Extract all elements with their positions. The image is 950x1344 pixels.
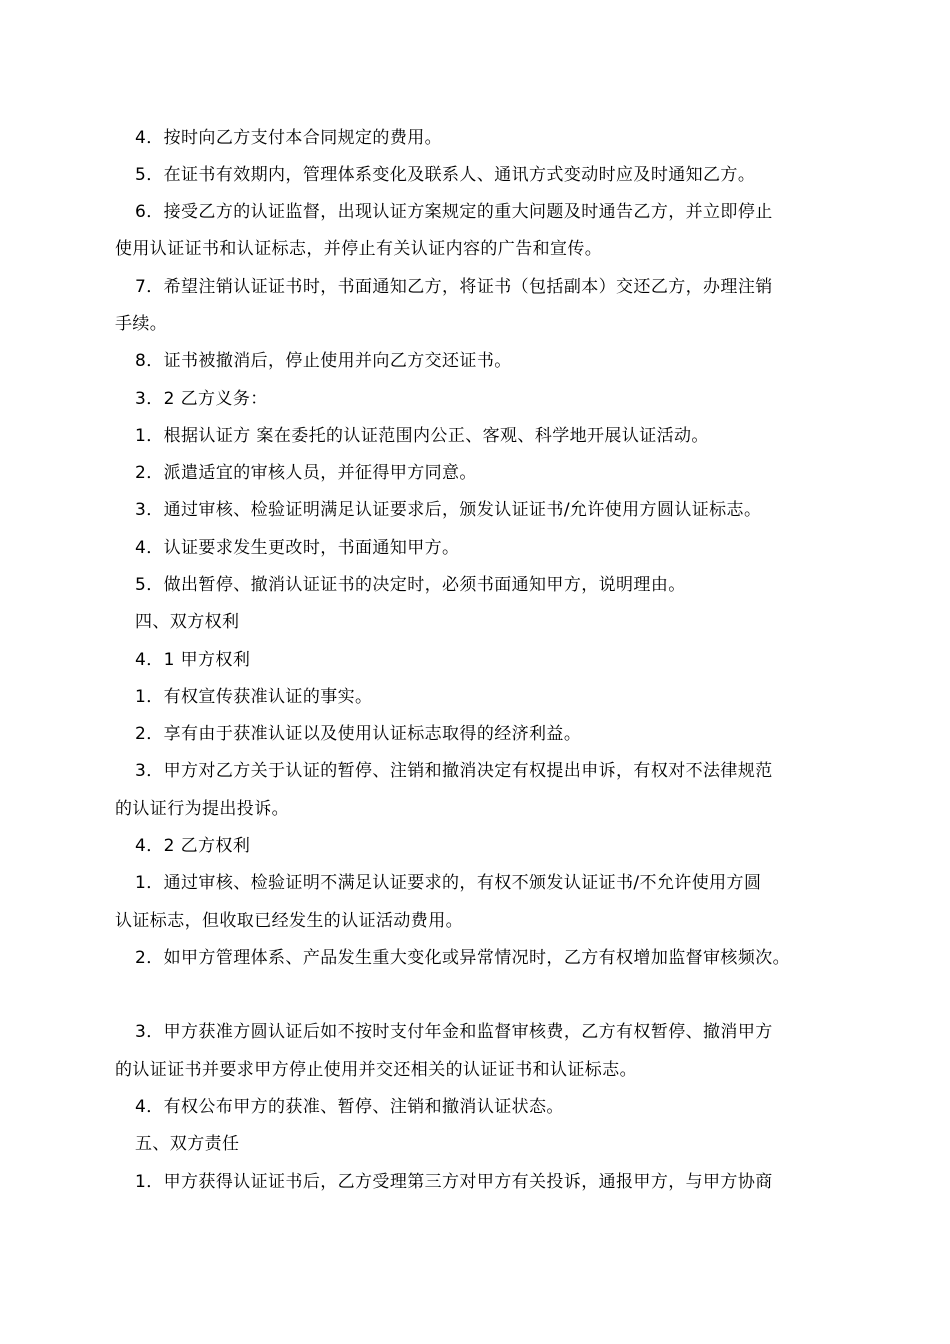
text-line: 8．证书被撤消后，停止使用并向乙方交还证书。 xyxy=(135,351,512,371)
section-heading: 4．1 甲方权利 xyxy=(135,650,251,670)
text-line: 认证标志，但收取已经发生的认证活动费用。 xyxy=(115,911,463,931)
section-heading: 四、双方权利 xyxy=(135,612,240,632)
text-line: 4．有权公布甲方的获准、暂停、注销和撤消认证状态。 xyxy=(135,1097,564,1117)
text-line: 7．希望注销认证证书时，书面通知乙方，将证书（包括副本）交还乙方，办理注销 xyxy=(135,277,773,297)
text-line: 使用认证证书和认证标志，并停止有关认证内容的广告和宣传。 xyxy=(115,239,603,259)
text-line: 6．接受乙方的认证监督，出现认证方案规定的重大问题及时通告乙方，并立即停止 xyxy=(135,202,773,222)
text-line: 4．按时向乙方支付本合同规定的费用。 xyxy=(135,128,443,148)
text-line: 1．通过审核、检验证明不满足认证要求的，有权不颁发认证证书/不允许使用方圆 xyxy=(135,873,762,893)
text-line: 4．认证要求发生更改时，书面通知甲方。 xyxy=(135,538,460,558)
text-line: 5．在证书有效期内，管理体系变化及联系人、通讯方式变动时应及时通知乙方。 xyxy=(135,165,756,185)
section-heading: 4．2 乙方权利 xyxy=(135,836,251,856)
text-line: 的认证证书并要求甲方停止使用并交还相关的认证证书和认证标志。 xyxy=(115,1060,637,1080)
text-line: 手续。 xyxy=(115,314,168,334)
text-line: 2．如甲方管理体系、产品发生重大变化或异常情况时，乙方有权增加监督审核频次。 xyxy=(135,948,791,968)
text-line: 3．通过审核、检验证明满足认证要求后，颁发认证证书/允许使用方圆认证标志。 xyxy=(135,500,762,520)
text-line: 2．享有由于获准认证以及使用认证标志取得的经济利益。 xyxy=(135,724,582,744)
section-heading: 五、双方责任 xyxy=(135,1134,240,1154)
text-line: 1．根据认证方 案在委托的认证范围内公正、客观、科学地开展认证活动。 xyxy=(135,426,709,446)
text-line: 1．甲方获得认证证书后，乙方受理第三方对甲方有关投诉，通报甲方，与甲方协商 xyxy=(135,1172,773,1192)
text-line: 的认证行为提出投诉。 xyxy=(115,799,289,819)
text-line: 5．做出暂停、撤消认证证书的决定时，必须书面通知甲方，说明理由。 xyxy=(135,575,686,595)
text-line: 3．甲方获准方圆认证后如不按时支付年金和监督审核费，乙方有权暂停、撤消甲方 xyxy=(135,1022,773,1042)
text-line: 1．有权宣传获准认证的事实。 xyxy=(135,687,373,707)
text-line: 2．派遣适宜的审核人员，并征得甲方同意。 xyxy=(135,463,477,483)
section-heading: 3．2 乙方义务： xyxy=(135,389,268,409)
text-line: 3．甲方对乙方关于认证的暂停、注销和撤消决定有权提出申诉，有权对不法律规范 xyxy=(135,761,773,781)
